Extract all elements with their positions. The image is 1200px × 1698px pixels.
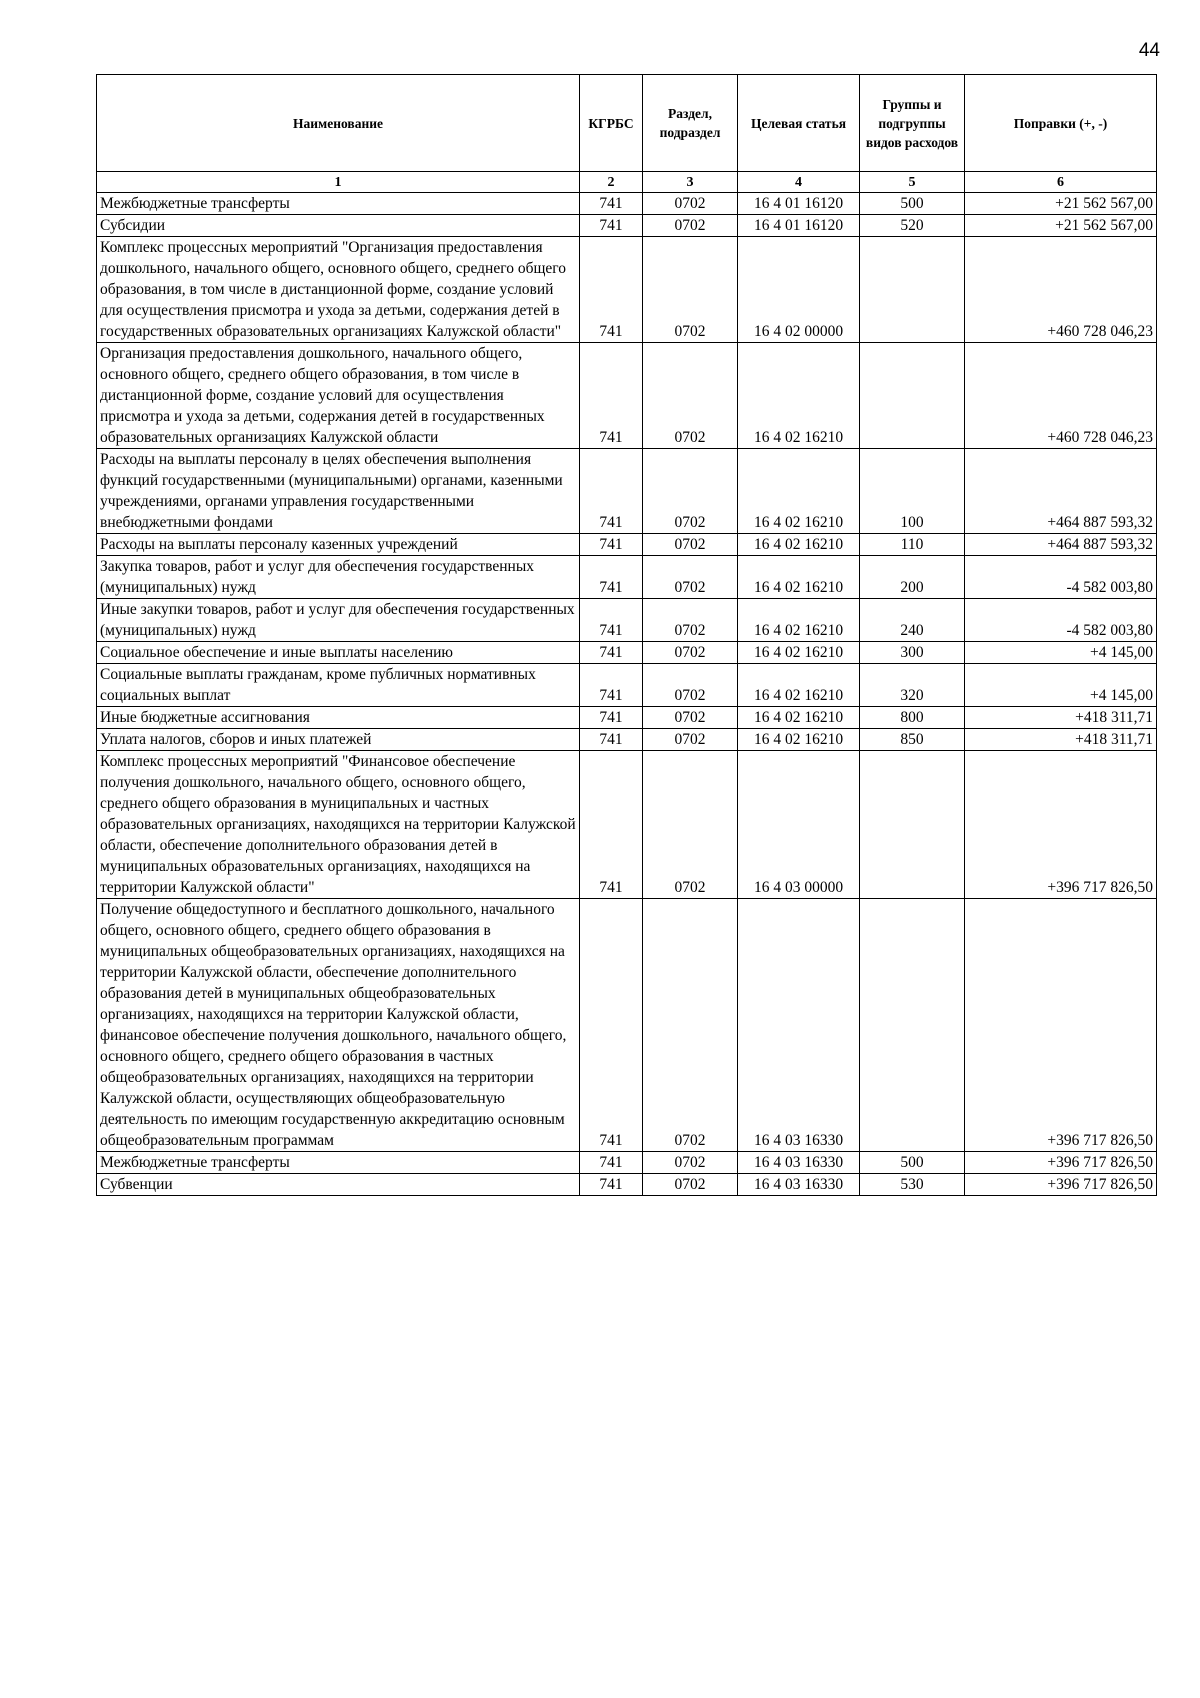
table-body [97,193,1157,1196]
row-target: 16 4 03 16330 [738,899,860,1152]
table-row [97,193,1157,215]
budget-amendments-table [96,74,1157,1196]
row-kgrbs: 741 [580,237,643,343]
row-name: Межбюджетные трансферты [97,193,580,215]
row-kgrbs: 741 [580,1174,643,1196]
column-number: 4 [738,172,860,193]
row-target: 16 4 02 00000 [738,237,860,343]
row-amount: -4 582 003,80 [965,556,1157,599]
table-row [97,215,1157,237]
row-target: 16 4 03 16330 [738,1152,860,1174]
row-kgrbs: 741 [580,729,643,751]
row-section: 0702 [643,729,738,751]
row-amount: +464 887 593,32 [965,534,1157,556]
table-row [97,534,1157,556]
row-kgrbs: 741 [580,449,643,534]
table-row [97,556,1157,599]
row-group: 300 [860,642,965,664]
row-target: 16 4 02 16210 [738,343,860,449]
row-target: 16 4 02 16210 [738,449,860,534]
row-group [860,343,965,449]
row-target: 16 4 02 16210 [738,556,860,599]
row-target: 16 4 03 16330 [738,1174,860,1196]
row-section: 0702 [643,193,738,215]
row-group: 110 [860,534,965,556]
row-name: Комплекс процессных мероприятий "Организация предоставления дошкольного, начального общего, основного общего, среднего общего образования, в том числе в дистанционной форме, создание условий для осуществления присмотра и ухода за детьми, содержания детей в государственных образовательных организациях Калужской области" [97,237,580,343]
table-row [97,449,1157,534]
row-kgrbs: 741 [580,664,643,707]
row-name: Субсидии [97,215,580,237]
column-number-row [97,172,1157,193]
column-number: 3 [643,172,738,193]
row-amount: +418 311,71 [965,707,1157,729]
column-number: 6 [965,172,1157,193]
row-kgrbs: 741 [580,556,643,599]
table-row [97,1152,1157,1174]
table-row [97,343,1157,449]
header-name: Наименование [97,75,580,172]
row-kgrbs: 741 [580,751,643,899]
row-section: 0702 [643,343,738,449]
header-target: Целевая статья [738,75,860,172]
row-amount: +396 717 826,50 [965,1152,1157,1174]
row-group: 320 [860,664,965,707]
row-target: 16 4 02 16210 [738,707,860,729]
row-group: 530 [860,1174,965,1196]
row-name: Расходы на выплаты персоналу казенных учреждений [97,534,580,556]
column-number: 1 [97,172,580,193]
row-group: 520 [860,215,965,237]
table-row [97,729,1157,751]
row-name: Социальные выплаты гражданам, кроме публичных нормативных социальных выплат [97,664,580,707]
row-amount: +4 145,00 [965,664,1157,707]
row-group [860,237,965,343]
row-kgrbs: 741 [580,534,643,556]
page-number: 44 [1138,40,1160,61]
row-name: Межбюджетные трансферты [97,1152,580,1174]
row-section: 0702 [643,534,738,556]
row-name: Закупка товаров, работ и услуг для обеспечения государственных (муниципальных) нужд [97,556,580,599]
table-row [97,751,1157,899]
row-kgrbs: 741 [580,642,643,664]
row-amount: -4 582 003,80 [965,599,1157,642]
row-section: 0702 [643,1174,738,1196]
row-group: 500 [860,193,965,215]
row-target: 16 4 01 16120 [738,215,860,237]
row-target: 16 4 02 16210 [738,642,860,664]
row-target: 16 4 03 00000 [738,751,860,899]
row-section: 0702 [643,215,738,237]
row-section: 0702 [643,751,738,899]
row-section: 0702 [643,237,738,343]
row-group: 200 [860,556,965,599]
row-section: 0702 [643,599,738,642]
row-amount: +4 145,00 [965,642,1157,664]
table-row [97,642,1157,664]
row-amount: +396 717 826,50 [965,899,1157,1152]
row-amount: +396 717 826,50 [965,1174,1157,1196]
row-kgrbs: 741 [580,193,643,215]
row-group: 800 [860,707,965,729]
row-section: 0702 [643,642,738,664]
row-name: Социальное обеспечение и иные выплаты населению [97,642,580,664]
row-section: 0702 [643,664,738,707]
row-target: 16 4 02 16210 [738,664,860,707]
row-name: Уплата налогов, сборов и иных платежей [97,729,580,751]
row-name: Расходы на выплаты персоналу в целях обеспечения выполнения функций государственными (муниципальными) органами, казенными учреждениями, органами управления государственными внебюджетными фондами [97,449,580,534]
row-section: 0702 [643,449,738,534]
row-group: 500 [860,1152,965,1174]
table-row [97,899,1157,1152]
header-amount: Поправки (+, -) [965,75,1157,172]
row-kgrbs: 741 [580,599,643,642]
column-number: 5 [860,172,965,193]
header-section: Раздел, подраздел [643,75,738,172]
row-group: 100 [860,449,965,534]
row-name: Субвенции [97,1174,580,1196]
row-kgrbs: 741 [580,343,643,449]
row-kgrbs: 741 [580,707,643,729]
row-name: Иные бюджетные ассигнования [97,707,580,729]
header-kgrbs: КГРБС [580,75,643,172]
row-target: 16 4 01 16120 [738,193,860,215]
row-name: Иные закупки товаров, работ и услуг для обеспечения государственных (муниципальных) нужд [97,599,580,642]
row-group [860,751,965,899]
row-target: 16 4 02 16210 [738,534,860,556]
row-section: 0702 [643,707,738,729]
row-kgrbs: 741 [580,215,643,237]
column-number: 2 [580,172,643,193]
row-target: 16 4 02 16210 [738,599,860,642]
row-amount: +460 728 046,23 [965,237,1157,343]
row-section: 0702 [643,1152,738,1174]
table-header-row [97,75,1157,172]
row-section: 0702 [643,899,738,1152]
row-amount: +21 562 567,00 [965,193,1157,215]
row-group: 850 [860,729,965,751]
row-target: 16 4 02 16210 [738,729,860,751]
table-row [97,237,1157,343]
table-row [97,707,1157,729]
row-amount: +460 728 046,23 [965,343,1157,449]
table-row [97,599,1157,642]
row-amount: +464 887 593,32 [965,449,1157,534]
row-kgrbs: 741 [580,1152,643,1174]
row-name: Получение общедоступного и бесплатного дошкольного, начального общего, основного общего, среднего общего образования в муниципальных общеобразовательных организациях, находящихся на территории Калужской области, обеспечение дополнительного образования детей в муниципальных общеобразовательных организациях, находящихся на территории Калужской области, финансовое обеспечение получения дошкольного, начального общего, основного общего, среднего общего образования в частных общеобразовательных организациях, находящихся на территории Калужской области, осуществляющих общеобразовательную деятельность по имеющим государственную аккредитацию основным общеобразовательным программам [97,899,580,1152]
row-kgrbs: 741 [580,899,643,1152]
row-name: Комплекс процессных мероприятий "Финансовое обеспечение получения дошкольного, начального общего, основного общего, среднего общего образования в муниципальных и частных образовательных организациях, находящихся на территории Калужской области, обеспечение дополнительного образования детей в муниципальных образовательных организациях, находящихся на территории Калужской области" [97,751,580,899]
row-group [860,899,965,1152]
row-group: 240 [860,599,965,642]
row-amount: +21 562 567,00 [965,215,1157,237]
table-row [97,664,1157,707]
row-name: Организация предоставления дошкольного, начального общего, основного общего, среднего общего образования, в том числе в дистанционной форме, создание условий для осуществления присмотра и ухода за детьми, содержания детей в государственных образовательных организациях Калужской области [97,343,580,449]
row-amount: +418 311,71 [965,729,1157,751]
header-groups: Группы и подгруппы видов расходов [860,75,965,172]
table-row [97,1174,1157,1196]
row-section: 0702 [643,556,738,599]
row-amount: +396 717 826,50 [965,751,1157,899]
